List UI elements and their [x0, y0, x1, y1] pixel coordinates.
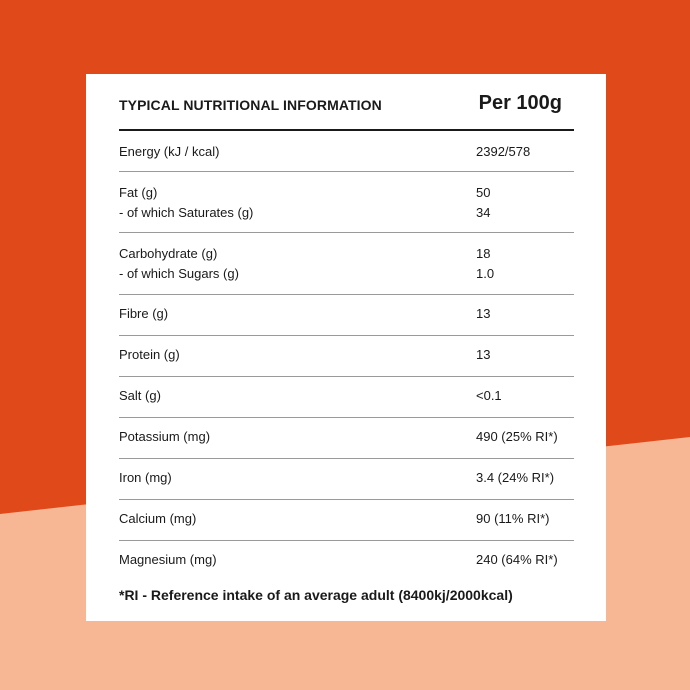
reference-intake-footnote: *RI - Reference intake of an average adult (8400kj/2000kcal)	[119, 587, 513, 603]
nutrient-subvalue: 34	[476, 205, 491, 220]
nutrient-value: 90 (11% RI*)	[476, 511, 550, 526]
nutrient-label: Energy (kJ / kcal)	[119, 144, 220, 159]
nutrition-rows	[119, 131, 574, 581]
nutrient-sublabel: - of which Saturates (g)	[119, 205, 254, 220]
per-100g-heading: Per 100g	[478, 92, 562, 114]
nutrient-label: Iron (mg)	[119, 470, 172, 485]
nutrition-row-magnesium	[119, 541, 574, 581]
nutrition-row-energy	[119, 131, 574, 172]
nutrient-value: 50	[476, 185, 491, 200]
nutrient-value: 3.4 (24% RI*)	[476, 470, 555, 485]
nutrient-label: Protein (g)	[119, 347, 180, 362]
nutrition-row-iron	[119, 459, 574, 500]
nutrient-label: Potassium (mg)	[119, 429, 211, 444]
nutrient-value: 18	[476, 246, 491, 261]
nutrient-value: 13	[476, 306, 491, 321]
nutrition-row-carbohydrate	[119, 233, 574, 295]
nutrient-sublabel: - of which Sugars (g)	[119, 266, 239, 281]
nutrition-row-protein	[119, 336, 574, 377]
nutrient-value: 490 (25% RI*)	[476, 429, 558, 444]
nutrient-label: Fibre (g)	[119, 306, 169, 321]
nutrient-value: 13	[476, 347, 491, 362]
nutrient-value: 240 (64% RI*)	[476, 552, 558, 567]
table-title: TYPICAL NUTRITIONAL INFORMATION	[119, 97, 382, 113]
nutrient-label: Calcium (mg)	[119, 511, 197, 526]
nutrient-label: Magnesium (mg)	[119, 552, 217, 567]
nutrient-label: Salt (g)	[119, 388, 161, 403]
nutrition-row-salt	[119, 377, 574, 418]
nutrient-value: <0.1	[476, 388, 502, 403]
nutrition-row-fibre	[119, 295, 574, 336]
nutrition-row-calcium	[119, 500, 574, 541]
table-header	[119, 92, 574, 130]
nutrient-subvalue: 1.0	[476, 266, 495, 281]
nutrition-row-potassium	[119, 418, 574, 459]
nutrient-label: Fat (g)	[119, 185, 158, 200]
nutrition-card	[86, 74, 606, 621]
nutrient-value: 2392/578	[476, 144, 531, 159]
nutrition-row-fat	[119, 172, 574, 233]
nutrient-label: Carbohydrate (g)	[119, 246, 218, 261]
